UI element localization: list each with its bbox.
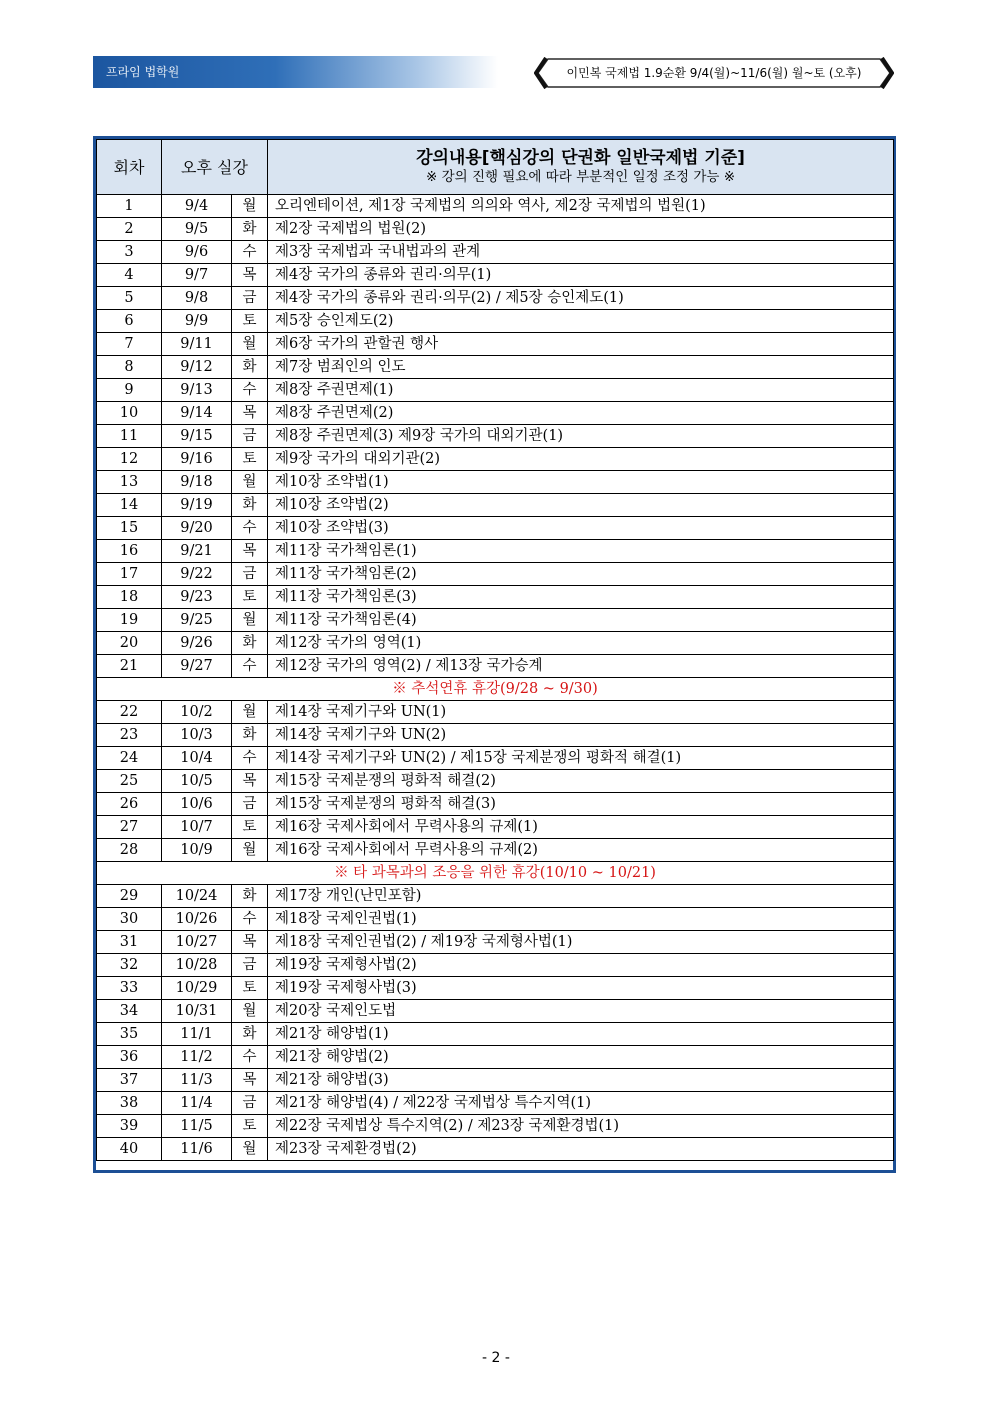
table-row (97, 885, 894, 908)
table-row (97, 425, 894, 448)
session-date: 10/9 (162, 839, 232, 862)
table-row (97, 471, 894, 494)
session-date: 9/20 (162, 517, 232, 540)
table-row (97, 586, 894, 609)
session-date: 10/7 (162, 816, 232, 839)
session-number: 37 (97, 1069, 162, 1092)
session-number: 39 (97, 1115, 162, 1138)
session-content: 제4장 국가의 종류와 권리·의무(2) / 제5장 승인제도(1) (268, 287, 894, 310)
page-number: - 2 - (482, 1350, 510, 1366)
table-row (97, 333, 894, 356)
content-title: 강의내용[핵심강의 단권화 일반국제법 기준] (416, 148, 745, 168)
session-content: 제11장 국가책임론(2) (268, 563, 894, 586)
session-day: 수 (232, 241, 268, 264)
session-date: 10/2 (162, 701, 232, 724)
session-content: 제11장 국가책임론(4) (268, 609, 894, 632)
session-content: 제11장 국가책임론(3) (268, 586, 894, 609)
session-content: 제21장 해양법(1) (268, 1023, 894, 1046)
table-row (97, 517, 894, 540)
session-number: 35 (97, 1023, 162, 1046)
session-day: 화 (232, 724, 268, 747)
session-day: 목 (232, 402, 268, 425)
table-row (97, 195, 894, 218)
table-row (97, 747, 894, 770)
col-header-date: 오후 실강 (162, 140, 268, 195)
session-number: 5 (97, 287, 162, 310)
table-row (97, 770, 894, 793)
session-number: 31 (97, 931, 162, 954)
session-content: 제18장 국제인권법(2) / 제19장 국제형사법(1) (268, 931, 894, 954)
session-date: 9/22 (162, 563, 232, 586)
table-row (97, 655, 894, 678)
session-date: 11/4 (162, 1092, 232, 1115)
session-day: 수 (232, 908, 268, 931)
course-title: 이민복 국제법 1.9순환 9/4(월)~11/6(월) 월~토 (오후) (566, 66, 862, 80)
session-content: 제3장 국제법과 국내법과의 관계 (268, 241, 894, 264)
session-day: 금 (232, 954, 268, 977)
session-number: 24 (97, 747, 162, 770)
session-content: 제2장 국제법의 법원(2) (268, 218, 894, 241)
session-day: 수 (232, 655, 268, 678)
session-day: 금 (232, 1092, 268, 1115)
session-content: 제12장 국가의 영역(1) (268, 632, 894, 655)
session-number: 29 (97, 885, 162, 908)
table-row (97, 402, 894, 425)
schedule-table (96, 139, 894, 1161)
table-row (97, 793, 894, 816)
session-day: 화 (232, 356, 268, 379)
table-row (97, 931, 894, 954)
session-number: 3 (97, 241, 162, 264)
table-row (97, 908, 894, 931)
break-row (97, 678, 894, 701)
session-day: 화 (232, 885, 268, 908)
session-number: 28 (97, 839, 162, 862)
session-date: 9/11 (162, 333, 232, 356)
table-row (97, 1000, 894, 1023)
session-number: 23 (97, 724, 162, 747)
table-row (97, 563, 894, 586)
session-day: 수 (232, 1046, 268, 1069)
academy-banner (93, 56, 498, 88)
table-row (97, 724, 894, 747)
session-number: 15 (97, 517, 162, 540)
session-number: 6 (97, 310, 162, 333)
col-header-session: 회차 (97, 140, 162, 195)
session-date: 9/16 (162, 448, 232, 471)
session-date: 9/9 (162, 310, 232, 333)
session-number: 8 (97, 356, 162, 379)
col-header-content (268, 140, 894, 195)
session-content: 제4장 국가의 종류와 권리·의무(1) (268, 264, 894, 287)
session-date: 11/5 (162, 1115, 232, 1138)
table-row (97, 494, 894, 517)
session-date: 9/13 (162, 379, 232, 402)
academy-name: 프라임 법학원 (106, 65, 180, 79)
session-date: 9/8 (162, 287, 232, 310)
session-content: 제8장 주권면제(2) (268, 402, 894, 425)
session-date: 9/5 (162, 218, 232, 241)
session-content: 제16장 국제사회에서 무력사용의 규제(1) (268, 816, 894, 839)
table-row (97, 977, 894, 1000)
table-row (97, 1138, 894, 1161)
table-row (97, 448, 894, 471)
session-content: 오리엔테이션, 제1장 국제법의 의의와 역사, 제2장 국제법의 법원(1) (268, 195, 894, 218)
session-day: 월 (232, 609, 268, 632)
session-date: 9/26 (162, 632, 232, 655)
session-day: 토 (232, 448, 268, 471)
session-number: 40 (97, 1138, 162, 1161)
session-date: 9/15 (162, 425, 232, 448)
break-notice: ※ 추석연휴 휴강(9/28 ~ 9/30) (97, 678, 894, 701)
table-row (97, 287, 894, 310)
table-row (97, 1023, 894, 1046)
session-day: 목 (232, 770, 268, 793)
session-day: 화 (232, 218, 268, 241)
session-number: 13 (97, 471, 162, 494)
session-number: 19 (97, 609, 162, 632)
session-day: 수 (232, 517, 268, 540)
break-row (97, 862, 894, 885)
table-row (97, 1115, 894, 1138)
content-note: ※ 강의 진행 필요에 따라 부분적인 일정 조정 가능 ※ (426, 169, 736, 185)
session-number: 18 (97, 586, 162, 609)
session-content: 제23장 국제환경법(2) (268, 1138, 894, 1161)
session-number: 12 (97, 448, 162, 471)
session-date: 11/6 (162, 1138, 232, 1161)
session-date: 9/25 (162, 609, 232, 632)
table-header-row (97, 140, 894, 195)
table-row (97, 701, 894, 724)
session-number: 9 (97, 379, 162, 402)
session-content: 제19장 국제형사법(2) (268, 954, 894, 977)
session-day: 금 (232, 287, 268, 310)
session-day: 월 (232, 701, 268, 724)
session-day: 수 (232, 747, 268, 770)
table-row (97, 1046, 894, 1069)
schedule-frame (93, 136, 896, 1173)
session-date: 10/4 (162, 747, 232, 770)
session-number: 26 (97, 793, 162, 816)
session-content: 제19장 국제형사법(3) (268, 977, 894, 1000)
session-date: 10/31 (162, 1000, 232, 1023)
session-date: 9/23 (162, 586, 232, 609)
session-number: 7 (97, 333, 162, 356)
session-date: 10/29 (162, 977, 232, 1000)
session-day: 토 (232, 310, 268, 333)
session-number: 32 (97, 954, 162, 977)
table-row (97, 1092, 894, 1115)
session-number: 14 (97, 494, 162, 517)
session-content: 제21장 해양법(3) (268, 1069, 894, 1092)
session-number: 20 (97, 632, 162, 655)
session-day: 금 (232, 563, 268, 586)
session-date: 11/3 (162, 1069, 232, 1092)
session-date: 11/2 (162, 1046, 232, 1069)
table-row (97, 241, 894, 264)
session-day: 목 (232, 1069, 268, 1092)
session-day: 목 (232, 931, 268, 954)
session-number: 22 (97, 701, 162, 724)
session-day: 월 (232, 471, 268, 494)
session-number: 33 (97, 977, 162, 1000)
session-date: 11/1 (162, 1023, 232, 1046)
session-day: 월 (232, 1138, 268, 1161)
session-day: 토 (232, 1115, 268, 1138)
session-date: 9/14 (162, 402, 232, 425)
session-date: 9/21 (162, 540, 232, 563)
table-row (97, 356, 894, 379)
session-date: 9/18 (162, 471, 232, 494)
session-number: 16 (97, 540, 162, 563)
course-banner (534, 57, 894, 89)
session-content: 제14장 국제기구와 UN(2) / 제15장 국제분쟁의 평화적 해결(1) (268, 747, 894, 770)
session-date: 10/5 (162, 770, 232, 793)
session-content: 제15장 국제분쟁의 평화적 해결(3) (268, 793, 894, 816)
session-content: 제10장 조약법(1) (268, 471, 894, 494)
session-content: 제8장 주권면제(1) (268, 379, 894, 402)
session-date: 10/24 (162, 885, 232, 908)
session-number: 2 (97, 218, 162, 241)
session-content: 제8장 주권면제(3) 제9장 국가의 대외기관(1) (268, 425, 894, 448)
session-number: 11 (97, 425, 162, 448)
session-day: 토 (232, 586, 268, 609)
session-day: 수 (232, 379, 268, 402)
table-row (97, 609, 894, 632)
session-date: 9/6 (162, 241, 232, 264)
session-number: 36 (97, 1046, 162, 1069)
session-content: 제10장 조약법(2) (268, 494, 894, 517)
session-day: 월 (232, 839, 268, 862)
session-content: 제12장 국가의 영역(2) / 제13장 국가승계 (268, 655, 894, 678)
session-content: 제10장 조약법(3) (268, 517, 894, 540)
session-day: 월 (232, 333, 268, 356)
session-number: 17 (97, 563, 162, 586)
session-number: 25 (97, 770, 162, 793)
session-number: 4 (97, 264, 162, 287)
session-day: 화 (232, 1023, 268, 1046)
session-number: 1 (97, 195, 162, 218)
table-row (97, 816, 894, 839)
session-day: 토 (232, 816, 268, 839)
table-row (97, 1069, 894, 1092)
session-day: 월 (232, 1000, 268, 1023)
session-number: 38 (97, 1092, 162, 1115)
table-row (97, 218, 894, 241)
session-content: 제21장 해양법(4) / 제22장 국제법상 특수지역(1) (268, 1092, 894, 1115)
table-row (97, 540, 894, 563)
session-day: 금 (232, 793, 268, 816)
session-date: 10/26 (162, 908, 232, 931)
table-row (97, 954, 894, 977)
table-row (97, 379, 894, 402)
session-date: 9/19 (162, 494, 232, 517)
session-day: 월 (232, 195, 268, 218)
session-content: 제15장 국제분쟁의 평화적 해결(2) (268, 770, 894, 793)
session-day: 금 (232, 425, 268, 448)
session-content: 제7장 범죄인의 인도 (268, 356, 894, 379)
session-number: 30 (97, 908, 162, 931)
session-day: 목 (232, 540, 268, 563)
session-content: 제22장 국제법상 특수지역(2) / 제23장 국제환경법(1) (268, 1115, 894, 1138)
session-number: 27 (97, 816, 162, 839)
table-row (97, 632, 894, 655)
session-day: 목 (232, 264, 268, 287)
session-date: 9/4 (162, 195, 232, 218)
table-row (97, 839, 894, 862)
session-content: 제14장 국제기구와 UN(1) (268, 701, 894, 724)
session-content: 제21장 해양법(2) (268, 1046, 894, 1069)
table-row (97, 310, 894, 333)
session-date: 10/6 (162, 793, 232, 816)
session-day: 화 (232, 494, 268, 517)
session-date: 9/7 (162, 264, 232, 287)
session-date: 9/27 (162, 655, 232, 678)
session-date: 10/3 (162, 724, 232, 747)
session-content: 제20장 국제인도법 (268, 1000, 894, 1023)
session-content: 제14장 국제기구와 UN(2) (268, 724, 894, 747)
table-row (97, 264, 894, 287)
break-notice: ※ 타 과목과의 조응을 위한 휴강(10/10 ~ 10/21) (97, 862, 894, 885)
session-content: 제18장 국제인권법(1) (268, 908, 894, 931)
session-content: 제17장 개인(난민포함) (268, 885, 894, 908)
session-content: 제6장 국가의 관할권 행사 (268, 333, 894, 356)
session-date: 9/12 (162, 356, 232, 379)
session-date: 10/28 (162, 954, 232, 977)
session-content: 제11장 국가책임론(1) (268, 540, 894, 563)
session-day: 토 (232, 977, 268, 1000)
session-number: 10 (97, 402, 162, 425)
session-date: 10/27 (162, 931, 232, 954)
session-day: 화 (232, 632, 268, 655)
session-content: 제5장 승인제도(2) (268, 310, 894, 333)
session-content: 제9장 국가의 대외기관(2) (268, 448, 894, 471)
session-number: 34 (97, 1000, 162, 1023)
session-content: 제16장 국제사회에서 무력사용의 규제(2) (268, 839, 894, 862)
session-number: 21 (97, 655, 162, 678)
